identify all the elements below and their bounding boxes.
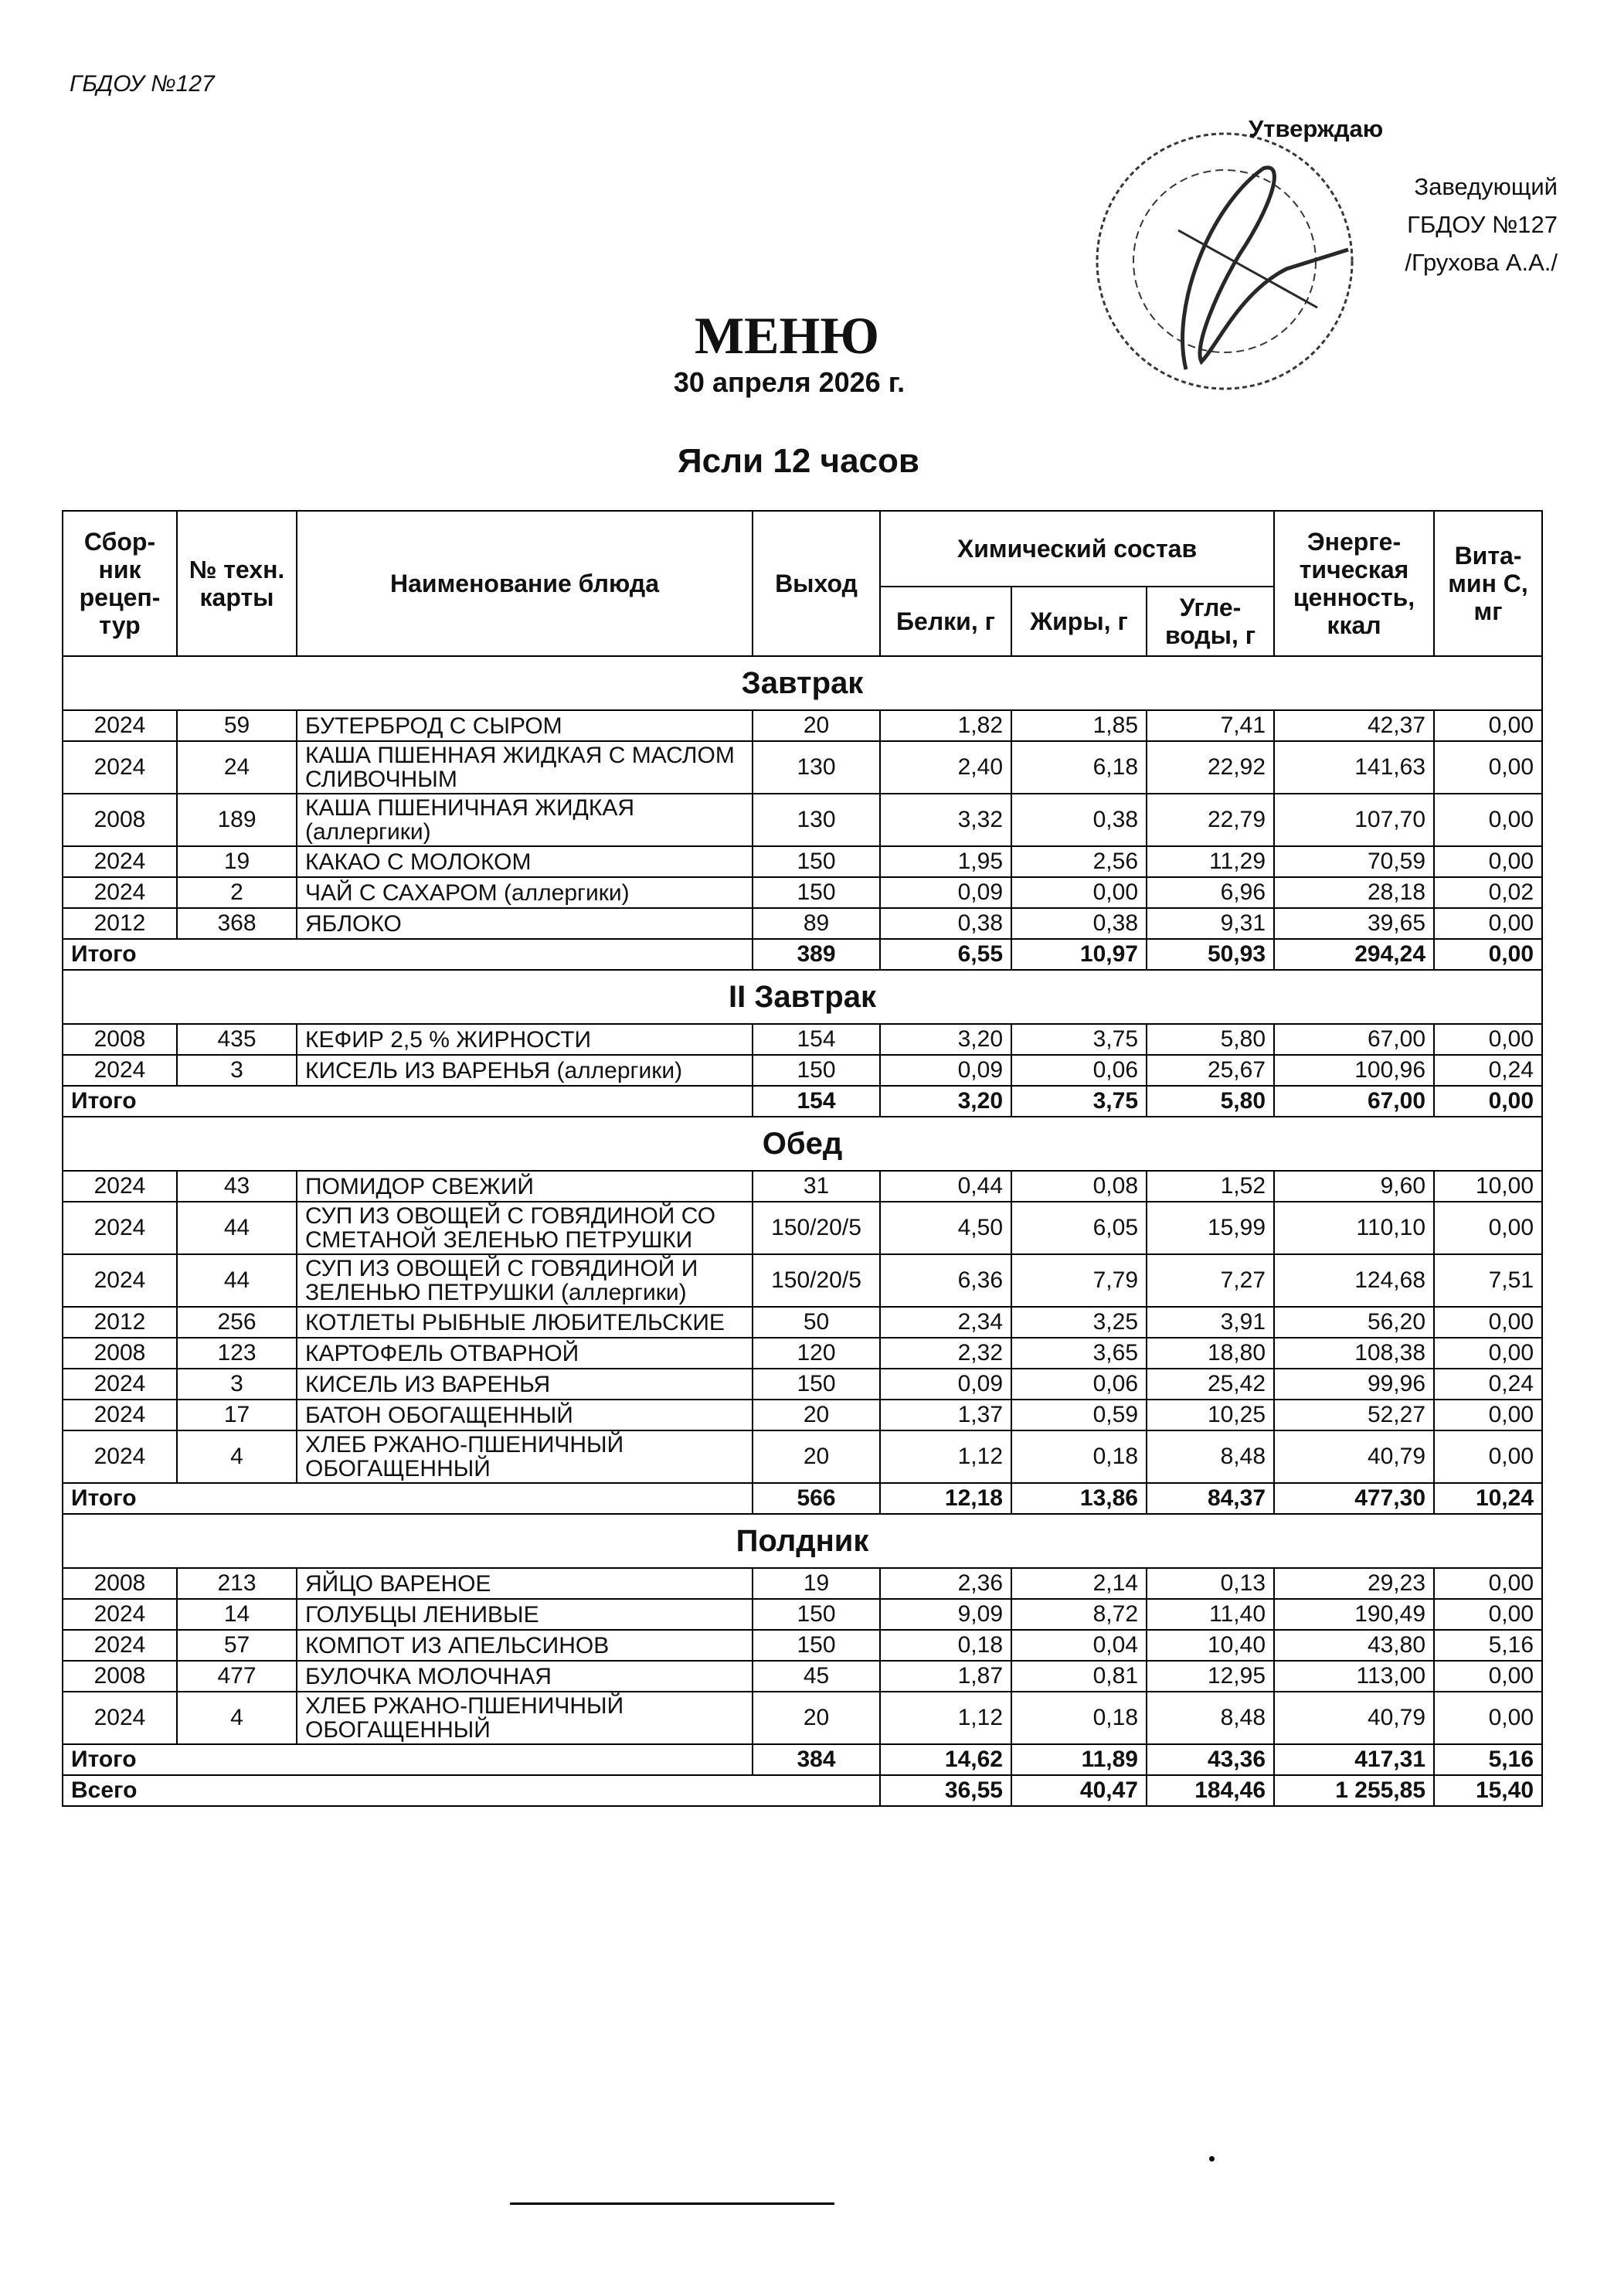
section-header xyxy=(63,970,1542,1024)
output-cell: 31 xyxy=(753,1171,880,1202)
tech-card-cell: 2 xyxy=(177,877,297,908)
energy-cell: 100,96 xyxy=(1274,1055,1434,1086)
tech-card-cell: 17 xyxy=(177,1400,297,1430)
energy-cell: 141,63 xyxy=(1274,741,1434,794)
output-cell: 150 xyxy=(753,877,880,908)
protein-cell: 1,12 xyxy=(880,1430,1011,1483)
menu-table-body xyxy=(63,656,1542,1806)
table-row xyxy=(63,1661,1542,1692)
total-output-cell: 389 xyxy=(753,939,880,970)
approve-name: /Грухова А.А./ xyxy=(1405,249,1558,276)
page-title: МЕНЮ xyxy=(695,306,879,365)
vitamin-c-cell: 10,00 xyxy=(1434,1171,1542,1202)
recipe-book-cell: 2008 xyxy=(63,1661,177,1692)
col-header-protein: Белки, г xyxy=(880,587,1011,656)
recipe-book-cell: 2024 xyxy=(63,1254,177,1307)
output-cell: 150/20/5 xyxy=(753,1202,880,1254)
grand-total-row xyxy=(63,1775,1542,1806)
energy-cell: 29,23 xyxy=(1274,1568,1434,1599)
fat-cell: 6,05 xyxy=(1011,1202,1147,1254)
fat-cell: 6,18 xyxy=(1011,741,1147,794)
recipe-book-cell: 2008 xyxy=(63,1024,177,1055)
total-protein-cell: 14,62 xyxy=(880,1744,1011,1775)
output-cell: 150 xyxy=(753,1630,880,1661)
protein-cell: 3,20 xyxy=(880,1024,1011,1055)
tech-card-cell: 59 xyxy=(177,710,297,741)
total-protein-cell: 3,20 xyxy=(880,1086,1011,1117)
dish-name-cell: СУП ИЗ ОВОЩЕЙ С ГОВЯДИНОЙ И ЗЕЛЕНЬЮ ПЕТРУШКИ (аллергики) xyxy=(297,1254,753,1307)
section-header xyxy=(63,656,1542,710)
col-header-vitamin-c: Вита-мин С, мг xyxy=(1434,511,1542,656)
vitamin-c-cell: 0,02 xyxy=(1434,877,1542,908)
total-carbs-cell: 5,80 xyxy=(1147,1086,1274,1117)
fat-cell: 0,59 xyxy=(1011,1400,1147,1430)
energy-cell: 110,10 xyxy=(1274,1202,1434,1254)
menu-date: 30 апреля 2026 г. xyxy=(673,366,906,398)
output-cell: 150 xyxy=(753,1599,880,1630)
col-header-tech-card: № техн. карты xyxy=(177,511,297,656)
col-header-dish-name: Наименование блюда xyxy=(297,511,753,656)
fat-cell: 0,08 xyxy=(1011,1171,1147,1202)
approve-org: ГБДОУ №127 xyxy=(1407,211,1558,238)
protein-cell: 1,82 xyxy=(880,710,1011,741)
output-cell: 130 xyxy=(753,794,880,846)
total-vitamin-c-cell: 0,00 xyxy=(1434,939,1542,970)
total-fat-cell: 11,89 xyxy=(1011,1744,1147,1775)
carbs-cell: 8,48 xyxy=(1147,1692,1274,1744)
output-cell: 20 xyxy=(753,1430,880,1483)
total-carbs-cell: 84,37 xyxy=(1147,1483,1274,1514)
total-fat-cell: 10,97 xyxy=(1011,939,1147,970)
energy-cell: 107,70 xyxy=(1274,794,1434,846)
recipe-book-cell: 2012 xyxy=(63,908,177,939)
table-row xyxy=(63,1430,1542,1483)
fat-cell: 0,06 xyxy=(1011,1369,1147,1400)
carbs-cell: 7,41 xyxy=(1147,710,1274,741)
fat-cell: 0,38 xyxy=(1011,908,1147,939)
section-header xyxy=(63,1117,1542,1171)
energy-cell: 124,68 xyxy=(1274,1254,1434,1307)
vitamin-c-cell: 5,16 xyxy=(1434,1630,1542,1661)
dish-name-cell: КАКАО С МОЛОКОМ xyxy=(297,846,753,877)
protein-cell: 0,18 xyxy=(880,1630,1011,1661)
fat-cell: 0,38 xyxy=(1011,794,1147,846)
total-row xyxy=(63,1744,1542,1775)
energy-cell: 99,96 xyxy=(1274,1369,1434,1400)
fat-cell: 0,18 xyxy=(1011,1430,1147,1483)
recipe-book-cell: 2024 xyxy=(63,741,177,794)
energy-cell: 43,80 xyxy=(1274,1630,1434,1661)
energy-cell: 40,79 xyxy=(1274,1430,1434,1483)
section-title: Обед xyxy=(63,1117,1542,1171)
table-row xyxy=(63,1171,1542,1202)
table-row xyxy=(63,1599,1542,1630)
table-row xyxy=(63,1400,1542,1430)
protein-cell: 0,38 xyxy=(880,908,1011,939)
col-header-fat: Жиры, г xyxy=(1011,587,1147,656)
vitamin-c-cell: 0,00 xyxy=(1434,1024,1542,1055)
table-row xyxy=(63,710,1542,741)
protein-cell: 2,32 xyxy=(880,1338,1011,1369)
recipe-book-cell: 2024 xyxy=(63,1400,177,1430)
table-row xyxy=(63,1307,1542,1338)
protein-cell: 2,40 xyxy=(880,741,1011,794)
carbs-cell: 9,31 xyxy=(1147,908,1274,939)
output-cell: 45 xyxy=(753,1661,880,1692)
recipe-book-cell: 2008 xyxy=(63,1568,177,1599)
vitamin-c-cell: 0,00 xyxy=(1434,1202,1542,1254)
carbs-cell: 12,95 xyxy=(1147,1661,1274,1692)
fat-cell: 1,85 xyxy=(1011,710,1147,741)
protein-cell: 2,36 xyxy=(880,1568,1011,1599)
fat-cell: 3,65 xyxy=(1011,1338,1147,1369)
fat-cell: 7,79 xyxy=(1011,1254,1147,1307)
total-output-cell: 566 xyxy=(753,1483,880,1514)
tech-card-cell: 44 xyxy=(177,1254,297,1307)
carbs-cell: 18,80 xyxy=(1147,1338,1274,1369)
dish-name-cell: ЯБЛОКО xyxy=(297,908,753,939)
organization-name: ГБДОУ №127 xyxy=(70,71,215,97)
vitamin-c-cell: 0,00 xyxy=(1434,1338,1542,1369)
output-cell: 20 xyxy=(753,1692,880,1744)
vitamin-c-cell: 0,00 xyxy=(1434,1599,1542,1630)
section-header xyxy=(63,1514,1542,1568)
output-cell: 154 xyxy=(753,1024,880,1055)
dish-name-cell: ХЛЕБ РЖАНО-ПШЕНИЧНЫЙ ОБОГАЩЕННЫЙ xyxy=(297,1430,753,1483)
menu-table xyxy=(62,510,1543,1807)
recipe-book-cell: 2024 xyxy=(63,1630,177,1661)
vitamin-c-cell: 0,00 xyxy=(1434,908,1542,939)
carbs-cell: 1,52 xyxy=(1147,1171,1274,1202)
recipe-book-cell: 2024 xyxy=(63,877,177,908)
carbs-cell: 6,96 xyxy=(1147,877,1274,908)
total-label: Итого xyxy=(63,1744,753,1775)
energy-cell: 39,65 xyxy=(1274,908,1434,939)
col-header-chemical-composition: Химический состав xyxy=(880,511,1274,587)
total-protein-cell: 12,18 xyxy=(880,1483,1011,1514)
table-row xyxy=(63,1202,1542,1254)
total-vitamin-c-cell: 10,24 xyxy=(1434,1483,1542,1514)
carbs-cell: 5,80 xyxy=(1147,1024,1274,1055)
tech-card-cell: 189 xyxy=(177,794,297,846)
dish-name-cell: КАША ПШЕНИЧНАЯ ЖИДКАЯ (аллергики) xyxy=(297,794,753,846)
protein-cell: 1,87 xyxy=(880,1661,1011,1692)
carbs-cell: 11,40 xyxy=(1147,1599,1274,1630)
dish-name-cell: СУП ИЗ ОВОЩЕЙ С ГОВЯДИНОЙ СО СМЕТАНОЙ ЗЕЛЕНЬЮ ПЕТРУШКИ xyxy=(297,1202,753,1254)
fat-cell: 2,14 xyxy=(1011,1568,1147,1599)
dish-name-cell: КОМПОТ ИЗ АПЕЛЬСИНОВ xyxy=(297,1630,753,1661)
carbs-cell: 25,42 xyxy=(1147,1369,1274,1400)
dish-name-cell: ГОЛУБЦЫ ЛЕНИВЫЕ xyxy=(297,1599,753,1630)
recipe-book-cell: 2024 xyxy=(63,1171,177,1202)
table-row xyxy=(63,1692,1542,1744)
recipe-book-cell: 2024 xyxy=(63,1692,177,1744)
vitamin-c-cell: 7,51 xyxy=(1434,1254,1542,1307)
recipe-book-cell: 2024 xyxy=(63,710,177,741)
tech-card-cell: 256 xyxy=(177,1307,297,1338)
energy-cell: 40,79 xyxy=(1274,1692,1434,1744)
output-cell: 150/20/5 xyxy=(753,1254,880,1307)
fat-cell: 2,56 xyxy=(1011,846,1147,877)
tech-card-cell: 19 xyxy=(177,846,297,877)
carbs-cell: 22,92 xyxy=(1147,741,1274,794)
vitamin-c-cell: 0,00 xyxy=(1434,794,1542,846)
fat-cell: 0,04 xyxy=(1011,1630,1147,1661)
output-cell: 89 xyxy=(753,908,880,939)
section-title: Завтрак xyxy=(63,656,1542,710)
tech-card-cell: 43 xyxy=(177,1171,297,1202)
vitamin-c-cell: 0,00 xyxy=(1434,1430,1542,1483)
tech-card-cell: 44 xyxy=(177,1202,297,1254)
dish-name-cell: КИСЕЛЬ ИЗ ВАРЕНЬЯ (аллергики) xyxy=(297,1055,753,1086)
output-cell: 150 xyxy=(753,1369,880,1400)
energy-cell: 190,49 xyxy=(1274,1599,1434,1630)
group-name: Ясли 12 часов xyxy=(678,442,919,480)
output-cell: 120 xyxy=(753,1338,880,1369)
table-row xyxy=(63,1568,1542,1599)
total-vitamin-c-cell: 0,00 xyxy=(1434,1086,1542,1117)
fat-cell: 8,72 xyxy=(1011,1599,1147,1630)
protein-cell: 0,09 xyxy=(880,1055,1011,1086)
grand-total-carbs-cell: 184,46 xyxy=(1147,1775,1274,1806)
total-carbs-cell: 50,93 xyxy=(1147,939,1274,970)
table-row xyxy=(63,741,1542,794)
fat-cell: 0,06 xyxy=(1011,1055,1147,1086)
table-row xyxy=(63,1024,1542,1055)
protein-cell: 1,95 xyxy=(880,846,1011,877)
carbs-cell: 10,40 xyxy=(1147,1630,1274,1661)
col-header-carbs: Угле-воды, г xyxy=(1147,587,1274,656)
vitamin-c-cell: 0,00 xyxy=(1434,1400,1542,1430)
recipe-book-cell: 2024 xyxy=(63,1599,177,1630)
grand-total-protein-cell: 36,55 xyxy=(880,1775,1011,1806)
approve-title: Утверждаю xyxy=(1249,115,1384,142)
total-energy-cell: 417,31 xyxy=(1274,1744,1434,1775)
total-energy-cell: 477,30 xyxy=(1274,1483,1434,1514)
output-cell: 20 xyxy=(753,710,880,741)
energy-cell: 9,60 xyxy=(1274,1171,1434,1202)
tech-card-cell: 123 xyxy=(177,1338,297,1369)
tech-card-cell: 477 xyxy=(177,1661,297,1692)
recipe-book-cell: 2024 xyxy=(63,1369,177,1400)
dish-name-cell: ЯЙЦО ВАРЕНОЕ xyxy=(297,1568,753,1599)
recipe-book-cell: 2012 xyxy=(63,1307,177,1338)
total-output-cell: 154 xyxy=(753,1086,880,1117)
recipe-book-cell: 2008 xyxy=(63,1338,177,1369)
approve-role: Заведующий xyxy=(1414,173,1558,200)
carbs-cell: 15,99 xyxy=(1147,1202,1274,1254)
tech-card-cell: 24 xyxy=(177,741,297,794)
table-row xyxy=(63,1338,1542,1369)
protein-cell: 4,50 xyxy=(880,1202,1011,1254)
total-vitamin-c-cell: 5,16 xyxy=(1434,1744,1542,1775)
total-label: Итого xyxy=(63,939,753,970)
grand-total-label: Всего xyxy=(63,1775,880,1806)
dish-name-cell: БУТЕРБРОД С СЫРОМ xyxy=(297,710,753,741)
output-cell: 19 xyxy=(753,1568,880,1599)
total-label: Итого xyxy=(63,1483,753,1514)
protein-cell: 1,12 xyxy=(880,1692,1011,1744)
carbs-cell: 0,13 xyxy=(1147,1568,1274,1599)
vitamin-c-cell: 0,24 xyxy=(1434,1055,1542,1086)
total-row xyxy=(63,939,1542,970)
protein-cell: 0,09 xyxy=(880,1369,1011,1400)
tech-card-cell: 4 xyxy=(177,1692,297,1744)
recipe-book-cell: 2024 xyxy=(63,1430,177,1483)
grand-total-vitamin-c-cell: 15,40 xyxy=(1434,1775,1542,1806)
section-title: Полдник xyxy=(63,1514,1542,1568)
table-row xyxy=(63,877,1542,908)
carbs-cell: 8,48 xyxy=(1147,1430,1274,1483)
carbs-cell: 11,29 xyxy=(1147,846,1274,877)
output-cell: 50 xyxy=(753,1307,880,1338)
dish-name-cell: БАТОН ОБОГАЩЕННЫЙ xyxy=(297,1400,753,1430)
table-row xyxy=(63,908,1542,939)
total-row xyxy=(63,1086,1542,1117)
total-label: Итого xyxy=(63,1086,753,1117)
energy-cell: 70,59 xyxy=(1274,846,1434,877)
recipe-book-cell: 2008 xyxy=(63,794,177,846)
tech-card-cell: 3 xyxy=(177,1055,297,1086)
fat-cell: 0,18 xyxy=(1011,1692,1147,1744)
dish-name-cell: БУЛОЧКА МОЛОЧНАЯ xyxy=(297,1661,753,1692)
signature-line xyxy=(510,2202,834,2205)
total-energy-cell: 67,00 xyxy=(1274,1086,1434,1117)
tech-card-cell: 213 xyxy=(177,1568,297,1599)
dish-name-cell: ПОМИДОР СВЕЖИЙ xyxy=(297,1171,753,1202)
fat-cell: 3,25 xyxy=(1011,1307,1147,1338)
carbs-cell: 3,91 xyxy=(1147,1307,1274,1338)
recipe-book-cell: 2024 xyxy=(63,846,177,877)
mark-dot xyxy=(1209,2156,1215,2162)
vitamin-c-cell: 0,00 xyxy=(1434,1661,1542,1692)
vitamin-c-cell: 0,00 xyxy=(1434,741,1542,794)
col-header-output: Выход xyxy=(753,511,880,656)
energy-cell: 28,18 xyxy=(1274,877,1434,908)
protein-cell: 0,09 xyxy=(880,877,1011,908)
carbs-cell: 10,25 xyxy=(1147,1400,1274,1430)
energy-cell: 67,00 xyxy=(1274,1024,1434,1055)
energy-cell: 108,38 xyxy=(1274,1338,1434,1369)
output-cell: 20 xyxy=(753,1400,880,1430)
energy-cell: 42,37 xyxy=(1274,710,1434,741)
vitamin-c-cell: 0,24 xyxy=(1434,1369,1542,1400)
grand-total-fat-cell: 40,47 xyxy=(1011,1775,1147,1806)
table-row xyxy=(63,794,1542,846)
dish-name-cell: КЕФИР 2,5 % ЖИРНОСТИ xyxy=(297,1024,753,1055)
tech-card-cell: 14 xyxy=(177,1599,297,1630)
dish-name-cell: КОТЛЕТЫ РЫБНЫЕ ЛЮБИТЕЛЬСКИЕ xyxy=(297,1307,753,1338)
energy-cell: 56,20 xyxy=(1274,1307,1434,1338)
dish-name-cell: КАША ПШЕННАЯ ЖИДКАЯ С МАСЛОМ СЛИВОЧНЫМ xyxy=(297,741,753,794)
carbs-cell: 25,67 xyxy=(1147,1055,1274,1086)
total-fat-cell: 13,86 xyxy=(1011,1483,1147,1514)
energy-cell: 113,00 xyxy=(1274,1661,1434,1692)
grand-total-energy-cell: 1 255,85 xyxy=(1274,1775,1434,1806)
table-row xyxy=(63,1254,1542,1307)
vitamin-c-cell: 0,00 xyxy=(1434,710,1542,741)
carbs-cell: 22,79 xyxy=(1147,794,1274,846)
dish-name-cell: ХЛЕБ РЖАНО-ПШЕНИЧНЫЙ ОБОГАЩЕННЫЙ xyxy=(297,1692,753,1744)
total-energy-cell: 294,24 xyxy=(1274,939,1434,970)
total-fat-cell: 3,75 xyxy=(1011,1086,1147,1117)
table-row xyxy=(63,1055,1542,1086)
vitamin-c-cell: 0,00 xyxy=(1434,846,1542,877)
total-protein-cell: 6,55 xyxy=(880,939,1011,970)
col-header-recipe-book: Сбор-ник рецеп-тур xyxy=(63,511,177,656)
dish-name-cell: ЧАЙ С САХАРОМ (аллергики) xyxy=(297,877,753,908)
protein-cell: 2,34 xyxy=(880,1307,1011,1338)
recipe-book-cell: 2024 xyxy=(63,1202,177,1254)
output-cell: 150 xyxy=(753,846,880,877)
section-title: II Завтрак xyxy=(63,970,1542,1024)
energy-cell: 52,27 xyxy=(1274,1400,1434,1430)
tech-card-cell: 368 xyxy=(177,908,297,939)
dish-name-cell: КИСЕЛЬ ИЗ ВАРЕНЬЯ xyxy=(297,1369,753,1400)
carbs-cell: 7,27 xyxy=(1147,1254,1274,1307)
protein-cell: 6,36 xyxy=(880,1254,1011,1307)
fat-cell: 0,00 xyxy=(1011,877,1147,908)
fat-cell: 3,75 xyxy=(1011,1024,1147,1055)
tech-card-cell: 3 xyxy=(177,1369,297,1400)
col-header-energy: Энерге-тическая ценность, ккал xyxy=(1274,511,1434,656)
vitamin-c-cell: 0,00 xyxy=(1434,1307,1542,1338)
approval-block xyxy=(1244,110,1568,281)
protein-cell: 3,32 xyxy=(880,794,1011,846)
protein-cell: 0,44 xyxy=(880,1171,1011,1202)
protein-cell: 9,09 xyxy=(880,1599,1011,1630)
recipe-book-cell: 2024 xyxy=(63,1055,177,1086)
protein-cell: 1,37 xyxy=(880,1400,1011,1430)
table-row xyxy=(63,1369,1542,1400)
total-output-cell: 384 xyxy=(753,1744,880,1775)
vitamin-c-cell: 0,00 xyxy=(1434,1568,1542,1599)
dish-name-cell: КАРТОФЕЛЬ ОТВАРНОЙ xyxy=(297,1338,753,1369)
tech-card-cell: 57 xyxy=(177,1630,297,1661)
table-row xyxy=(63,846,1542,877)
vitamin-c-cell: 0,00 xyxy=(1434,1692,1542,1744)
fat-cell: 0,81 xyxy=(1011,1661,1147,1692)
tech-card-cell: 435 xyxy=(177,1024,297,1055)
total-row xyxy=(63,1483,1542,1514)
output-cell: 150 xyxy=(753,1055,880,1086)
table-row xyxy=(63,1630,1542,1661)
output-cell: 130 xyxy=(753,741,880,794)
total-carbs-cell: 43,36 xyxy=(1147,1744,1274,1775)
tech-card-cell: 4 xyxy=(177,1430,297,1483)
